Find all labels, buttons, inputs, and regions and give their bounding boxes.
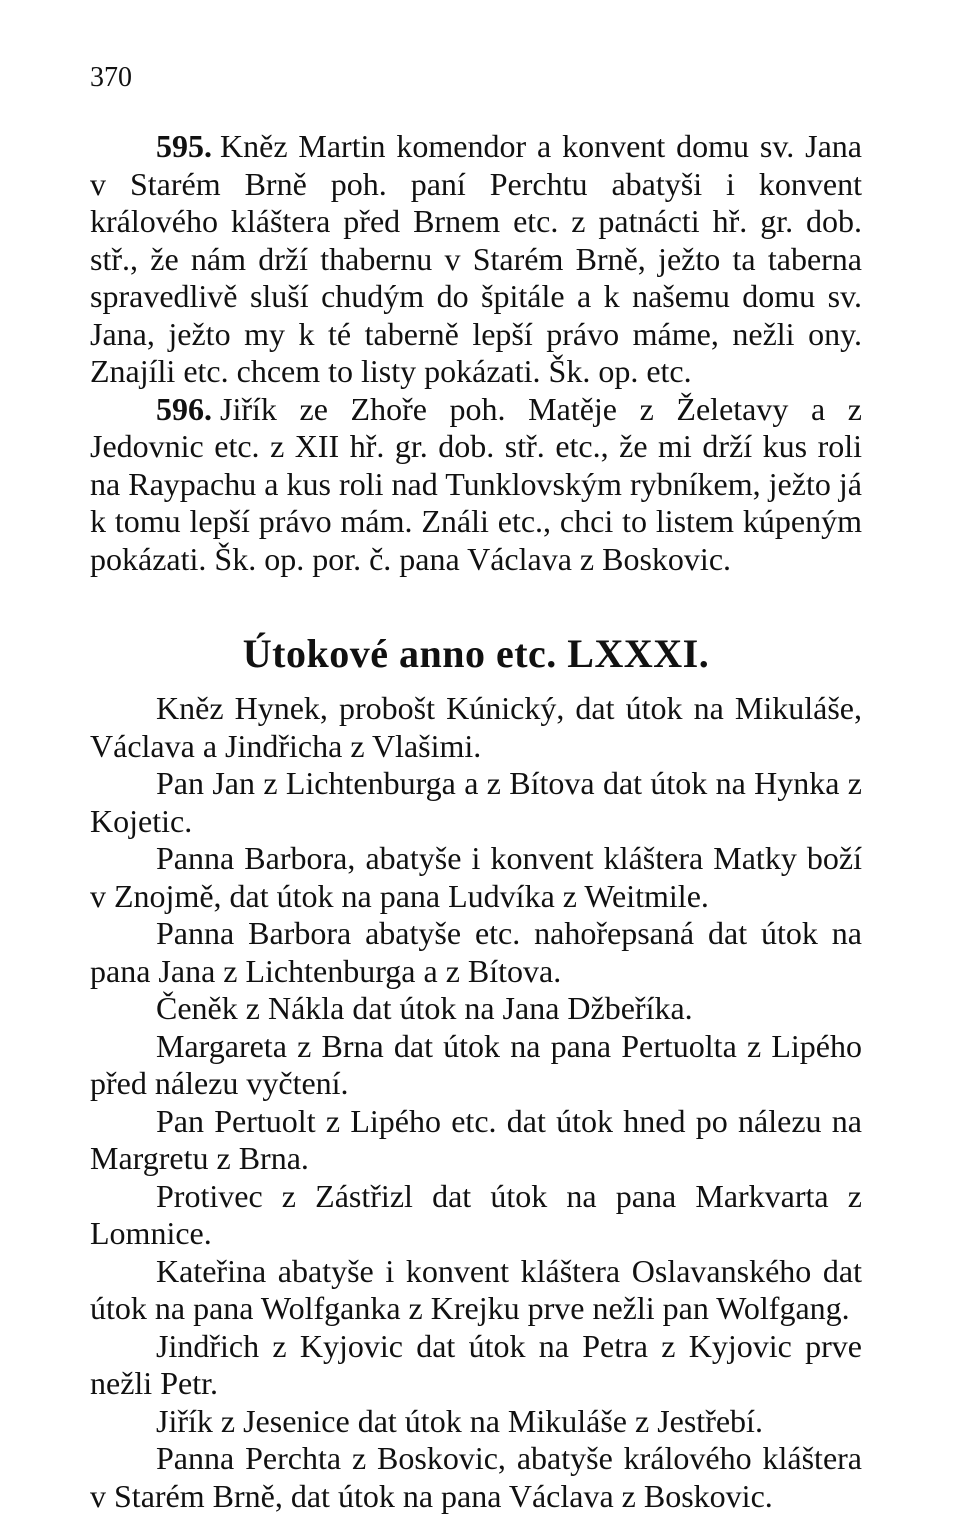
entry-text: Jiřík ze Zhoře poh. Matěje z Želetavy a z Jedovnic etc. z XII hř. gr. dob. stř. etc., že mi drží kus roli na Raypachu a kus roli nad Tunklovským rybníkem, ježto já k tomu lepší právo mám. Ználi etc., chci to listem kúpeným pokázati. Šk. op. por. č. pana Václava z Boskovic. [90,390,862,577]
record: Panna Perchta z Boskovic, abatyše králového kláštera v Starém Brně, dat útok na pana Václava z Boskovic. [90,1440,862,1514]
record: Pan Jan z Lichtenburga a z Bítova dat útok na Hynka z Kojetic. [90,765,862,839]
records-block [90,690,862,1515]
entry-596 [90,391,862,579]
record: Kateřina abatyše i konvent kláštera Oslavanského dat útok na pana Wolfganka z Krejku prve nežli pan Wolfgang. [90,1252,862,1326]
record: Margareta z Brna dat útok na pana Pertuolta z Lipého před nálezu vyčtení. [90,1027,862,1101]
record: Čeněk z Nákla dat útok na Jana Džbeříka. [156,990,693,1026]
record: Kněz Hynek, probošt Kúnický, dat útok na Mikuláše, Václava a Jindřicha z Vlašimi. [90,690,862,764]
record: Protivec z Zástřizl dat útok na pana Markvarta z Lomnice. [90,1177,862,1251]
entry-595 [90,128,862,391]
record: Jiřík z Jesenice dat útok na Mikuláše z Jestřebí. [156,1402,763,1439]
page-number: 370 [90,62,132,93]
entries-block [90,128,862,578]
record: Pan Pertuolt z Lipého etc. dat útok hned po nálezu na Margretu z Brna. [90,1102,862,1176]
section-heading: Útokové anno etc. LXXXI. [242,631,710,676]
record: Jindřich z Kyjovic dat útok na Petra z Kyjovic prve nežli Petr. [90,1327,862,1401]
record: Panna Barbora, abatyše i konvent kláštera Matky boží v Znojmě, dat útok na pana Ludvíka z Weitmile. [90,840,862,914]
entry-text: Kněz Martin komendor a konvent domu sv. Jana v Starém Brně poh. paní Perchtu abatyši i konvent králového kláštera před Brnem etc. z patnácti hř. gr. dob. stř., že nám drží thabernu v Starém Brně, ježto ta taberna spravedlivě sluší chudým do špitále a k našemu domu sv. Jana, ježto my k té taberně lepší právo máme, nežli ony. Znajíli etc. chcem to listy pokázati. Šk. op. etc. [90,128,862,389]
record: Panna Barbora abatyše etc. nahořepsaná dat útok na pana Jana z Lichtenburga a z Bítova. [90,915,862,989]
entry-number: 596. [156,390,212,427]
entry-number: 595. [156,128,212,164]
